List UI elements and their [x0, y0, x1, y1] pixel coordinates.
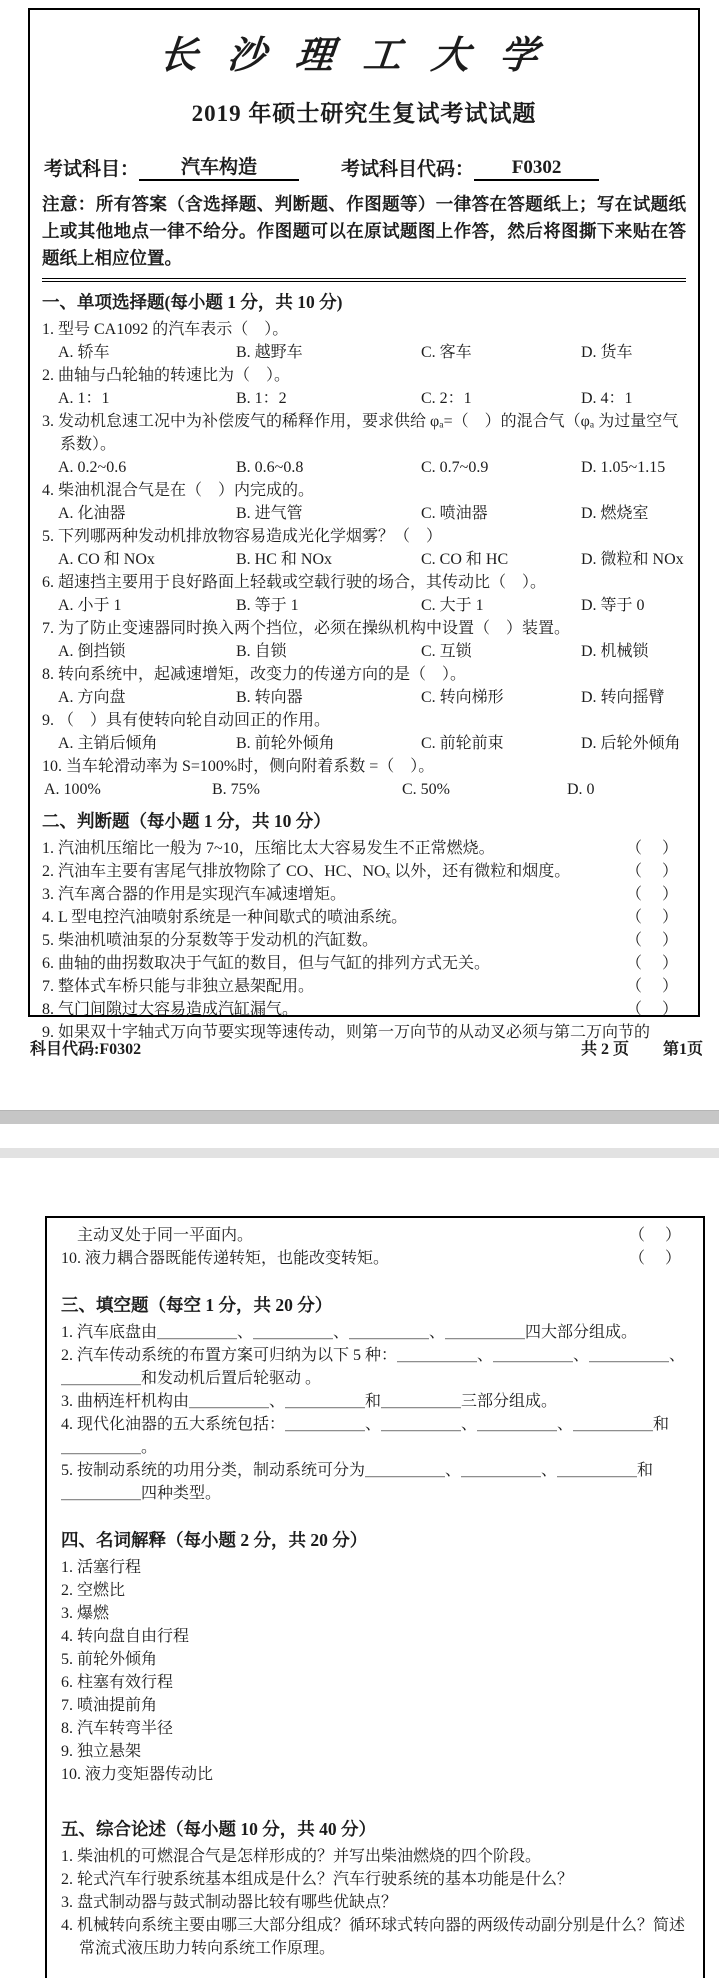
mc-q8-option-a: A. 方向盘 — [58, 689, 126, 706]
fill-q3: 3. 曲柄连杆机构由＿＿＿＿＿、＿＿＿＿＿和＿＿＿＿＿三部分组成。 — [61, 1393, 558, 1410]
mc-q8-option-b: B. 转向器 — [236, 689, 303, 706]
tf-item-10-answer-bracket: （ ） — [628, 1250, 683, 1267]
tf-item-6-text: 6. 曲轴的曲拐数取决于气缸的数目，但与气缸的排列方式无关。 — [42, 955, 491, 972]
mc-q9-option-d: D. 后轮外倾角 — [581, 735, 681, 752]
mc-q4-option-c: C. 喷油器 — [421, 505, 488, 522]
mc-q7-option-a: A. 倒挡锁 — [58, 643, 126, 660]
term-8: 8. 汽车转弯半径 — [61, 1720, 174, 1737]
essay-3: 3. 盘式制动器与鼓式制动器比较有哪些优缺点？ — [61, 1894, 398, 1911]
mc-q4-option-a: A. 化油器 — [58, 505, 126, 522]
mc-q5-option-d: D. 微粒和 NOx — [581, 551, 684, 568]
tf-item-4-answer-bracket: （ ） — [625, 909, 680, 926]
tf-item-4 — [42, 906, 686, 929]
mc-q1-option-a: A. 轿车 — [58, 344, 110, 361]
tf-item-8 — [42, 998, 686, 1021]
tf-item-2-text: 2. 汽油车主要有害尾气排放物除了 CO、HC、NOₓ 以外，还有微粒和烟度。 — [42, 863, 571, 880]
mc-q6-options — [42, 594, 686, 617]
section-fill-title: 三、填空题（每空 1 分，共 20 分） — [61, 1295, 333, 1315]
mc-q9-options — [42, 732, 686, 755]
essay-2: 2. 轮式汽车行驶系统基本组成是什么？汽车行驶系统的基本功能是什么？ — [61, 1871, 574, 1888]
tf-item-5-text: 5. 柴油机喷油泵的分泵数等于发动机的汽缸数。 — [42, 932, 379, 949]
notice-text: 注意：所有答案（含选择题、判断题、作图题等）一律答在答题纸上；写在试题纸上或其他地点一律不给分。作图题可以在原试题图上作答，然后将图撕下来贴在答题纸上相应位置。 — [42, 191, 686, 282]
mc-q1-option-c: C. 客车 — [421, 344, 472, 361]
mc-q4-stem: 4. 柴油机混合气是在（ ）内完成的。 — [42, 482, 315, 499]
mc-q8-stem: 8. 转向系统中，起减速增矩，改变力的传递方向的是（ ）。 — [42, 666, 467, 683]
tf-item-3-answer-bracket: （ ） — [625, 886, 680, 903]
mc-q1-option-b: B. 越野车 — [236, 344, 303, 361]
mc-q1-stem: 1. 型号 CA1092 的汽车表示（ ）。 — [42, 321, 289, 338]
mc-q6-stem: 6. 超速挡主要用于良好路面上轻载或空载行驶的场合，其传动比（ ）。 — [42, 574, 547, 591]
mc-q7-option-c: C. 互锁 — [421, 643, 472, 660]
mc-q8-options — [42, 686, 686, 709]
section-mc-title: 一、单项选择题(每小题 1 分，共 10 分) — [42, 292, 343, 312]
tf-item-9-continuation — [61, 1224, 689, 1247]
mc-q4-option-d: D. 燃烧室 — [581, 505, 649, 522]
mc-q5-options — [42, 548, 686, 571]
term-5: 5. 前轮外倾角 — [61, 1651, 158, 1668]
subject-label: 考试科目： — [44, 159, 140, 180]
term-4: 4. 转向盘自由行程 — [61, 1628, 190, 1645]
tf-item-1-text: 1. 汽油机压缩比一般为 7~10，压缩比太大容易发生不正常燃烧。 — [42, 840, 495, 857]
page-separator-bar-2 — [0, 1148, 719, 1158]
mc-q5-option-b: B. HC 和 NOx — [236, 551, 333, 568]
footer-page-number: 第1页 — [662, 1041, 703, 1058]
mc-q3-options — [42, 456, 686, 479]
tf-item-8-answer-bracket: （ ） — [625, 1001, 680, 1018]
subject-value: 汽车构造 — [139, 152, 299, 181]
tf-item-2-answer-bracket: （ ） — [625, 863, 680, 880]
essay-1: 1. 柴油机的可燃混合气是怎样形成的？并写出柴油燃烧的四个阶段。 — [61, 1848, 542, 1865]
fill-q4-line1: 4. 现代化油器的五大系统包括：＿＿＿＿＿、＿＿＿＿＿、＿＿＿＿＿、＿＿＿＿＿和 — [61, 1416, 670, 1433]
mc-q3-option-d: D. 1.05~1.15 — [581, 459, 666, 476]
mc-q4-option-b: B. 进气管 — [236, 505, 303, 522]
mc-q8-option-d: D. 转向摇臂 — [581, 689, 665, 706]
tf-item-6 — [42, 952, 686, 975]
footer-subject-code: 科目代码:F0302 — [30, 1041, 142, 1058]
term-3: 3. 爆燃 — [61, 1605, 110, 1622]
tf-item-3-text: 3. 汽车离合器的作用是实现汽车减速增矩。 — [42, 886, 347, 903]
fill-q1: 1. 汽车底盘由＿＿＿＿＿、＿＿＿＿＿、＿＿＿＿＿、＿＿＿＿＿四大部分组成。 — [61, 1324, 638, 1341]
tf-item-7-text: 7. 整体式车桥只能与非独立悬架配用。 — [42, 978, 315, 995]
tf-item-2 — [42, 860, 686, 883]
exam-page-1 — [28, 8, 700, 1041]
mc-q3-stem: 3. 发动机怠速工况中为补偿废气的稀释作用，要求供给 φₐ=（ ）的混合气（φₐ 为过量空气系数）。 — [42, 413, 679, 453]
footer-total-pages: 共 2 页 — [580, 1041, 629, 1058]
exam-title: 2019 年硕士研究生复试考试试题 — [191, 101, 537, 126]
mc-q10-option-b: B. 75% — [212, 781, 260, 798]
tf-item-8-text: 8. 气门间隙过大容易造成汽缸漏气。 — [42, 1001, 299, 1018]
mc-q3-option-c: C. 0.7~0.9 — [421, 459, 489, 476]
section-essay-title: 五、综合论述（每小题 10 分，共 40 分） — [61, 1819, 376, 1839]
mc-q10-option-c: C. 50% — [402, 781, 450, 798]
mc-q10-option-d: D. 0 — [567, 781, 595, 798]
mc-q7-option-b: B. 自锁 — [236, 643, 287, 660]
mc-q2-option-d: D. 4：1 — [581, 390, 633, 407]
mc-q3-option-b: B. 0.6~0.8 — [236, 459, 304, 476]
fill-q2-line2: ＿＿＿＿＿和发动机后置后轮驱动 。 — [61, 1370, 322, 1387]
fill-q2-line1: 2. 汽车传动系统的布置方案可归纳为以下 5 种：＿＿＿＿＿、＿＿＿＿＿、＿＿＿＿＿、 — [61, 1347, 686, 1364]
mc-q9-stem: 9. （ ）具有使转向轮自动回正的作用。 — [42, 712, 331, 729]
term-1: 1. 活塞行程 — [61, 1559, 142, 1576]
tf-item-9-continuation-text: 主动叉处于同一平面内。 — [77, 1227, 254, 1244]
fill-q4-line2: ＿＿＿＿＿。 — [61, 1439, 158, 1456]
mc-q2-option-c: C. 2：1 — [421, 390, 472, 407]
mc-q2-options — [42, 387, 686, 410]
tf-item-3 — [42, 883, 686, 906]
mc-q6-option-d: D. 等于 0 — [581, 597, 645, 614]
mc-q5-option-c: C. CO 和 HC — [421, 551, 509, 568]
fill-q5-line2: ＿＿＿＿＿四种类型。 — [61, 1485, 222, 1502]
mc-q5-option-a: A. CO 和 NOx — [58, 551, 155, 568]
mc-q6-option-a: A. 小于 1 — [58, 597, 122, 614]
subject-code-value: F0302 — [474, 157, 599, 181]
section-tf-title: 二、判断题（每小题 1 分，共 10 分） — [42, 811, 331, 831]
mc-q1-option-d: D. 货车 — [581, 344, 633, 361]
university-name-calligraphy: 长沙理工大学 — [157, 35, 570, 77]
exam-page-2 — [45, 1216, 705, 1978]
subject-code-label: 考试科目代码： — [341, 159, 475, 180]
tf-item-1 — [42, 837, 686, 860]
essay-4: 4. 机械转向系统主要由哪三大部分组成？循环球式转向器的两级传动副分别是什么？简述常流式液压助力转向系统工作原理。 — [61, 1917, 686, 1957]
tf-item-7 — [42, 975, 686, 998]
mc-q9-option-b: B. 前轮外倾角 — [236, 735, 335, 752]
mc-q2-option-b: B. 1：2 — [236, 390, 287, 407]
term-6: 6. 柱塞有效行程 — [61, 1674, 174, 1691]
term-9: 9. 独立悬架 — [61, 1743, 142, 1760]
mc-q1-options — [42, 341, 686, 364]
mc-q10-options — [42, 778, 686, 801]
mc-q9-option-a: A. 主销后倾角 — [58, 735, 158, 752]
tf-item-7-answer-bracket: （ ） — [625, 978, 680, 995]
mc-q4-options — [42, 502, 686, 525]
tf-item-4-text: 4. L 型电控汽油喷射系统是一种间歇式的喷油系统。 — [42, 909, 408, 926]
term-7: 7. 喷油提前角 — [61, 1697, 158, 1714]
fill-q5-line1: 5. 按制动系统的功用分类，制动系统可分为＿＿＿＿＿、＿＿＿＿＿、＿＿＿＿＿和 — [61, 1462, 654, 1479]
mc-q7-stem: 7. 为了防止变速器同时换入两个挡位，必须在操纵机构中设置（ ）装置。 — [42, 620, 571, 637]
mc-q6-option-c: C. 大于 1 — [421, 597, 484, 614]
tf-item-6-answer-bracket: （ ） — [625, 955, 680, 972]
mc-q10-option-a: A. 100% — [44, 781, 101, 798]
mc-q5-stem: 5. 下列哪两种发动机排放物容易造成光化学烟雾？（ ） — [42, 528, 443, 545]
tf-item-10-text: 10. 液力耦合器既能传递转矩，也能改变转矩。 — [61, 1250, 390, 1267]
mc-q10-stem: 10. 当车轮滑动率为 S=100%时，侧向附着系数 =（ ）。 — [42, 758, 435, 775]
mc-q8-option-c: C. 转向梯形 — [421, 689, 504, 706]
mc-q9-option-c: C. 前轮前束 — [421, 735, 504, 752]
subject-code-row — [42, 152, 686, 181]
mc-q6-option-b: B. 等于 1 — [236, 597, 299, 614]
mc-q7-option-d: D. 机械锁 — [581, 643, 649, 660]
page1-footer — [30, 1036, 703, 1059]
term-2: 2. 空燃比 — [61, 1582, 126, 1599]
mc-q7-options — [42, 640, 686, 663]
tf-item-10 — [61, 1247, 689, 1270]
mc-q2-option-a: A. 1：1 — [58, 390, 110, 407]
mc-q3-option-a: A. 0.2~0.6 — [58, 459, 127, 476]
term-10: 10. 液力变矩器传动比 — [61, 1766, 214, 1783]
mc-q2-stem: 2. 曲轴与凸轮轴的转速比为（ ）。 — [42, 367, 291, 384]
footer-page-info — [581, 1036, 703, 1059]
tf-item-9-text: 9. 如果双十字轴式万向节要实现等速传动，则第一万向节的从动叉必须与第二万向节的 — [42, 1024, 651, 1041]
tf-item-5-answer-bracket: （ ） — [625, 932, 680, 949]
section-terms-title: 四、名词解释（每小题 2 分，共 20 分） — [61, 1530, 368, 1550]
tf-item-9-answer-bracket: （ ） — [628, 1227, 683, 1244]
tf-item-5 — [42, 929, 686, 952]
tf-item-1-answer-bracket: （ ） — [625, 840, 680, 857]
page-separator-bar-1 — [0, 1110, 719, 1124]
